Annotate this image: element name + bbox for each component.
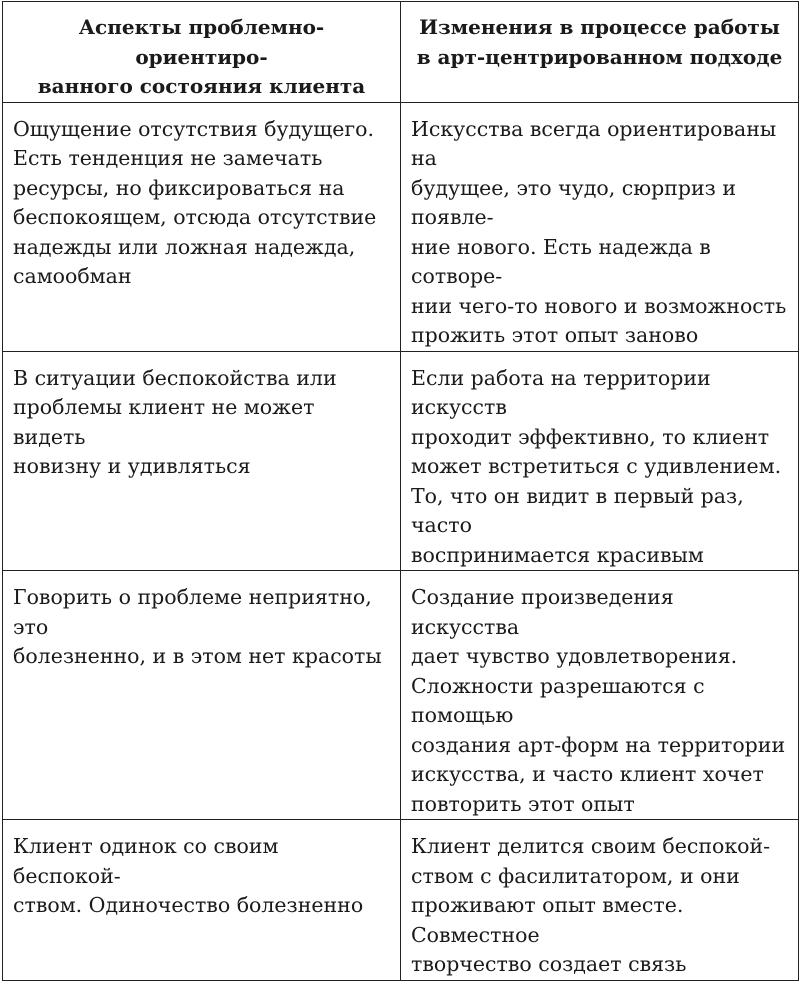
change-text: Клиент делится своим беспокой- ством с фасилитатором, и они проживают опыт вместе. Совместное творчество создает связь bbox=[411, 834, 771, 976]
change-cell bbox=[401, 102, 799, 351]
aspect-text: Клиент одинок со своим беспокой- ством. Одиночество болезненно bbox=[13, 834, 364, 917]
table-header bbox=[3, 2, 799, 103]
table-row bbox=[3, 820, 799, 981]
aspect-text: Ощущение отсутствия будущего. Есть тенденция не замечать ресурсы, но фиксироваться на беспокоящем, отсюда отсутствие надежды или ложная надежда, самообман bbox=[13, 116, 377, 288]
header-aspects-text: Аспекты проблемно-ориентиро- ванного состояния клиента bbox=[37, 15, 366, 98]
header-changes-text: Изменения в процессе работы в арт-центрированном подходе bbox=[416, 15, 783, 69]
change-text: Искусства всегда ориентированы на будущее, это чудо, сюрприз и появле- ние нового. Есть надежда в сотворе- нии чего-то нового и возможность прожить этот опыт заново bbox=[411, 116, 787, 347]
table-row bbox=[3, 102, 799, 351]
header-changes bbox=[401, 2, 799, 103]
change-cell bbox=[401, 351, 799, 571]
aspect-cell bbox=[3, 351, 401, 571]
aspect-cell bbox=[3, 820, 401, 981]
change-text: Создание произведения искусства дает чувство удовлетворения. Сложности разрешаются с помощью создания арт-форм на территории искусства, и часто клиент хочет повторить этот опыт bbox=[411, 585, 786, 816]
aspect-text: Говорить о проблеме неприятно, это болезненно, и в этом нет красоты bbox=[13, 585, 382, 668]
change-cell bbox=[401, 571, 799, 820]
comparison-table bbox=[2, 1, 799, 981]
change-text: Если работа на территории искусств проходит эффективно, то клиент может встретиться с удивлением. То, что он видит в первый раз, часто воспринимается красивым bbox=[411, 365, 782, 567]
table-row bbox=[3, 571, 799, 820]
change-cell bbox=[401, 820, 799, 981]
header-row bbox=[3, 2, 799, 103]
aspect-cell bbox=[3, 571, 401, 820]
table-body bbox=[3, 102, 799, 980]
table-row bbox=[3, 351, 799, 571]
aspect-cell bbox=[3, 102, 401, 351]
aspect-text: В ситуации беспокойства или проблемы клиент не может видеть новизну и удивляться bbox=[13, 365, 337, 478]
header-aspects bbox=[3, 2, 401, 103]
